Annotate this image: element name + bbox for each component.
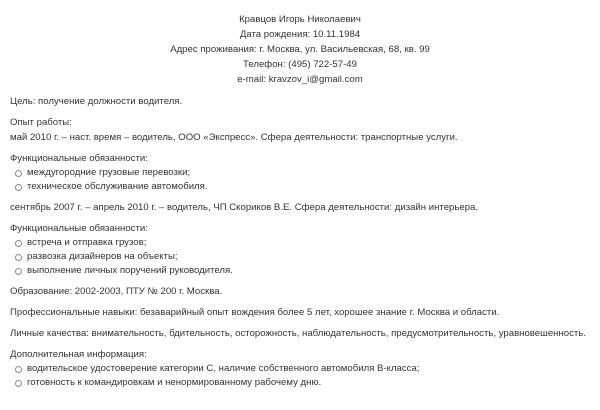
list-item: водительское удостоверение категории С, наличие собственного автомобиля В-класса;: [10, 362, 596, 376]
job-1-title: май 2010 г. – наст. время – водитель, ООО «Экспресс». Сфера деятельности: транспортные услуги.: [10, 132, 458, 143]
additional-info-heading: Дополнительная информация:: [10, 349, 147, 360]
resume-body: [10, 94, 596, 390]
bullet-icon: [15, 380, 22, 387]
bullet-icon: [15, 366, 22, 373]
job-2-duties-list: [10, 236, 596, 278]
bullet-icon: [15, 254, 22, 261]
list-item: встреча и отправка грузов;: [10, 236, 596, 250]
job-1-duties-heading: Функциональные обязанности:: [10, 153, 148, 164]
birth-date: Дата рождения: 10.11.1984: [239, 29, 361, 40]
bullet-icon: [15, 170, 22, 177]
job-2-title: сентябрь 2007 г. – апрель 2010 г. – водитель, ЧП Скориков В.Е. Сфера деятельности: дизайн интерьера.: [10, 202, 479, 213]
experience-heading: Опыт работы:: [10, 117, 72, 128]
list-item: развозка дизайнеров на объекты;: [10, 250, 596, 264]
list-item: выполнение личных поручений руководителя.: [10, 264, 596, 278]
education: Образование: 2002-2003, ПТУ № 200 г. Москва.: [10, 286, 223, 297]
phone-number: Телефон: (495) 722-57-49: [243, 59, 357, 70]
full-name: Кравцов Игорь Николаевич: [239, 14, 361, 25]
additional-info-list: [10, 362, 596, 390]
job-2-duties-heading: Функциональные обязанности:: [10, 223, 148, 234]
list-item: междугородние грузовые перевозки;: [10, 166, 596, 180]
home-address: Адрес проживания: г. Москва, ул. Васильевская, 68, кв. 99: [170, 44, 430, 55]
email-address: e-mail: kravzov_i@gmail.com: [237, 74, 363, 85]
professional-skills: Профессиональные навыки: безаварийный опыт вождения более 5 лет, хорошее знание г. Москва и области.: [10, 307, 500, 318]
bullet-icon: [15, 184, 22, 191]
bullet-icon: [15, 240, 22, 247]
list-item: техническое обслуживание автомобиля.: [10, 180, 596, 194]
career-goal: Цель: получение должности водителя.: [10, 96, 183, 107]
bullet-icon: [15, 268, 22, 275]
job-1-duties-list: [10, 166, 596, 194]
personal-qualities: Личные качества: внимательность, бдительность, осторожность, наблюдательность, предусмотрительность, уравновешенность.: [10, 328, 586, 339]
resume-header: [0, 12, 600, 87]
list-item: готовность к командировкам и ненормированному рабочему дню.: [10, 376, 596, 390]
